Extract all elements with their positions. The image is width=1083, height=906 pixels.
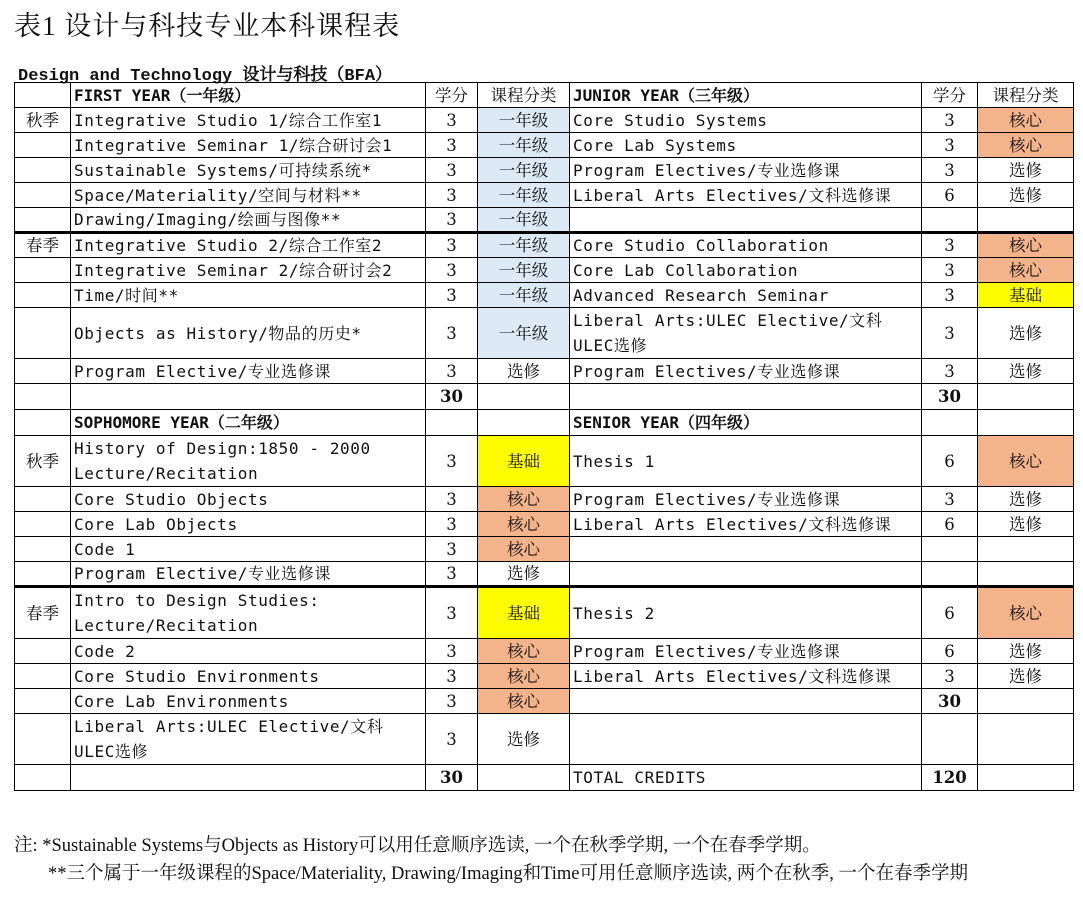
category-badge: 核心 — [478, 664, 570, 689]
year-header-row — [15, 83, 1074, 108]
season-label: 春季 — [15, 233, 71, 258]
course-row — [15, 108, 1074, 133]
course-row — [15, 562, 1074, 587]
credit-header: 学分 — [426, 83, 478, 108]
course-name: Time/时间** — [71, 283, 426, 308]
category-badge: 核心 — [978, 133, 1074, 158]
category-badge: 一年级 — [478, 133, 570, 158]
course-name: Liberal Arts Electives/文科选修课 — [570, 664, 922, 689]
credit-value: 3 — [922, 487, 978, 512]
course-name: Program Electives/专业选修课 — [570, 359, 922, 384]
credit-value: 3 — [426, 233, 478, 258]
credit-value: 3 — [426, 487, 478, 512]
course-name: Thesis 1 — [570, 436, 922, 487]
credit-value — [922, 208, 978, 233]
course-name: Drawing/Imaging/绘画与图像** — [71, 208, 426, 233]
category-badge: 一年级 — [478, 183, 570, 208]
credit-value: 3 — [922, 283, 978, 308]
course-name: Integrative Studio 1/综合工作室1 — [71, 108, 426, 133]
first-year-total: 30 — [426, 384, 478, 410]
course-name: Code 1 — [71, 537, 426, 562]
course-row — [15, 537, 1074, 562]
season-label — [15, 639, 71, 664]
credit-value: 3 — [426, 183, 478, 208]
credit-value: 3 — [426, 562, 478, 587]
footnote-1: 注: *Sustainable Systems与Objects as History可以用任意顺序选读, 一个在秋季学期, 一个在春季学期。 — [14, 836, 821, 856]
category-badge: 选修 — [478, 562, 570, 587]
course-name: Integrative Studio 2/综合工作室2 — [71, 233, 426, 258]
category-badge: 选修 — [478, 714, 570, 765]
category-badge: 选修 — [978, 487, 1074, 512]
category-badge: 核心 — [978, 258, 1074, 283]
course-name: Core Lab Collaboration — [570, 258, 922, 283]
course-row — [15, 308, 1074, 359]
course-name: Liberal Arts Electives/文科选修课 — [570, 512, 922, 537]
course-name: Liberal Arts Electives/文科选修课 — [570, 183, 922, 208]
credit-value: 3 — [426, 258, 478, 283]
category-badge: 核心 — [478, 512, 570, 537]
category-badge: 核心 — [978, 436, 1074, 487]
junior-year-header: JUNIOR YEAR（三年级） — [570, 83, 922, 108]
course-name: Liberal Arts:ULEC Elective/文科ULEC选修 — [71, 714, 426, 765]
credit-value: 3 — [922, 664, 978, 689]
course-name: Core Studio Environments — [71, 664, 426, 689]
course-name — [570, 714, 922, 765]
category-badge: 基础 — [978, 283, 1074, 308]
course-name: Liberal Arts:ULEC Elective/文科ULEC选修 — [570, 308, 922, 359]
category-badge — [978, 689, 1074, 714]
credit-value: 3 — [426, 689, 478, 714]
course-name: Integrative Seminar 1/综合研讨会1 — [71, 133, 426, 158]
season-label — [15, 133, 71, 158]
credit-value: 3 — [426, 359, 478, 384]
category-badge: 基础 — [478, 587, 570, 639]
credit-value: 6 — [922, 436, 978, 487]
course-row — [15, 208, 1074, 233]
season-label: 秋季 — [15, 108, 71, 133]
season-label — [15, 283, 71, 308]
season-label — [15, 183, 71, 208]
category-badge: 核心 — [978, 587, 1074, 639]
credit-value: 3 — [426, 133, 478, 158]
course-name: Advanced Research Seminar — [570, 283, 922, 308]
course-row — [15, 283, 1074, 308]
junior-year-total: 30 — [922, 384, 978, 410]
credit-value: 6 — [922, 587, 978, 639]
course-name: Program Electives/专业选修课 — [570, 639, 922, 664]
year-header-row — [15, 410, 1074, 436]
category-badge: 一年级 — [478, 233, 570, 258]
season-label — [15, 359, 71, 384]
course-row — [15, 664, 1074, 689]
credit-value: 3 — [922, 233, 978, 258]
category-badge: 一年级 — [478, 108, 570, 133]
course-name: Space/Materiality/空间与材料** — [71, 183, 426, 208]
category-badge: 核心 — [478, 487, 570, 512]
season-label — [15, 487, 71, 512]
course-name: Core Lab Systems — [570, 133, 922, 158]
course-name — [570, 537, 922, 562]
course-row — [15, 133, 1074, 158]
credit-value: 6 — [922, 639, 978, 664]
course-row — [15, 233, 1074, 258]
credit-header: 学分 — [922, 83, 978, 108]
category-badge: 一年级 — [478, 308, 570, 359]
course-row — [15, 639, 1074, 664]
credit-value — [922, 537, 978, 562]
category-badge — [978, 562, 1074, 587]
category-badge: 一年级 — [478, 208, 570, 233]
course-name: Core Studio Objects — [71, 487, 426, 512]
course-row — [15, 436, 1074, 487]
credit-value: 6 — [922, 512, 978, 537]
course-name: Program Electives/专业选修课 — [570, 487, 922, 512]
course-name: Integrative Seminar 2/综合研讨会2 — [71, 258, 426, 283]
sophomore-year-header: SOPHOMORE YEAR（二年级） — [71, 410, 426, 436]
season-label — [15, 537, 71, 562]
category-badge: 核心 — [978, 233, 1074, 258]
course-name — [570, 562, 922, 587]
credit-value: 3 — [922, 308, 978, 359]
course-name: Program Elective/专业选修课 — [71, 359, 426, 384]
course-name: Thesis 2 — [570, 587, 922, 639]
credit-value: 3 — [426, 664, 478, 689]
senior-year-header: SENIOR YEAR（四年级） — [570, 410, 922, 436]
course-row — [15, 512, 1074, 537]
season-label — [15, 512, 71, 537]
credit-value: 3 — [426, 208, 478, 233]
course-row — [15, 714, 1074, 765]
credit-value: 3 — [426, 537, 478, 562]
credit-value: 3 — [426, 587, 478, 639]
category-badge: 选修 — [978, 308, 1074, 359]
credit-value: 3 — [426, 283, 478, 308]
grand-total: 120 — [922, 765, 978, 791]
credit-value: 3 — [426, 158, 478, 183]
category-badge — [978, 208, 1074, 233]
subtotal-row — [15, 384, 1074, 410]
category-badge: 选修 — [978, 183, 1074, 208]
credit-value: 3 — [922, 158, 978, 183]
course-name: Sustainable Systems/可持续系统* — [71, 158, 426, 183]
total-credits-label: TOTAL CREDITS — [570, 765, 922, 791]
season-label — [15, 308, 71, 359]
page-title: 表1 设计与科技专业本科课程表 — [14, 11, 401, 41]
season-label — [15, 714, 71, 765]
credit-value: 3 — [922, 258, 978, 283]
credit-value: 3 — [426, 512, 478, 537]
credit-value: 3 — [426, 308, 478, 359]
category-badge: 一年级 — [478, 158, 570, 183]
footnotes — [14, 832, 968, 888]
course-table — [14, 82, 1074, 791]
category-badge: 选修 — [978, 158, 1074, 183]
category-header: 课程分类 — [478, 83, 570, 108]
credit-value: 3 — [922, 133, 978, 158]
course-name: Program Elective/专业选修课 — [71, 562, 426, 587]
category-badge: 核心 — [478, 537, 570, 562]
sophomore-year-total: 30 — [426, 765, 478, 791]
credit-value: 3 — [426, 108, 478, 133]
season-label — [15, 562, 71, 587]
course-name: Core Lab Objects — [71, 512, 426, 537]
credit-value — [922, 562, 978, 587]
category-badge: 一年级 — [478, 283, 570, 308]
season-label — [15, 664, 71, 689]
category-badge — [978, 537, 1074, 562]
credit-value: 3 — [426, 714, 478, 765]
course-row — [15, 359, 1074, 384]
category-badge: 选修 — [478, 359, 570, 384]
credit-value: 3 — [922, 108, 978, 133]
course-name: Program Electives/专业选修课 — [570, 158, 922, 183]
footnote-2: **三个属于一年级课程的Space/Materiality, Drawing/Imaging和Time可用任意顺序选读, 两个在秋季, 一个在春季学期 — [48, 864, 968, 884]
category-header: 课程分类 — [978, 83, 1074, 108]
season-label — [15, 208, 71, 233]
credit-value: 3 — [922, 359, 978, 384]
course-name: Code 2 — [71, 639, 426, 664]
season-label — [15, 689, 71, 714]
category-badge: 选修 — [978, 512, 1074, 537]
season-label — [15, 258, 71, 283]
course-name: Intro to Design Studies: Lecture/Recitation — [71, 587, 426, 639]
season-label — [15, 158, 71, 183]
course-row — [15, 258, 1074, 283]
category-badge — [978, 714, 1074, 765]
course-name: Objects as History/物品的历史* — [71, 308, 426, 359]
course-name — [570, 208, 922, 233]
course-row — [15, 158, 1074, 183]
category-badge: 核心 — [478, 689, 570, 714]
total-row — [15, 765, 1074, 791]
credit-value — [922, 714, 978, 765]
credit-value: 6 — [922, 183, 978, 208]
category-badge: 选修 — [978, 359, 1074, 384]
course-row — [15, 689, 1074, 714]
season-label: 春季 — [15, 587, 71, 639]
course-name: History of Design:1850 - 2000 Lecture/Recitation — [71, 436, 426, 487]
course-row — [15, 587, 1074, 639]
senior-year-total: 30 — [922, 689, 978, 714]
course-name: Core Lab Environments — [71, 689, 426, 714]
category-badge: 核心 — [978, 108, 1074, 133]
season-label: 秋季 — [15, 436, 71, 487]
table-subtitle: Design and Technology 设计与科技（BFA） — [18, 67, 393, 86]
credit-value: 3 — [426, 639, 478, 664]
category-badge: 核心 — [478, 639, 570, 664]
category-badge: 选修 — [978, 664, 1074, 689]
course-name: Core Studio Systems — [570, 108, 922, 133]
course-row — [15, 487, 1074, 512]
course-name: Core Studio Collaboration — [570, 233, 922, 258]
first-year-header: FIRST YEAR（一年级） — [71, 83, 426, 108]
category-badge: 基础 — [478, 436, 570, 487]
category-badge: 选修 — [978, 639, 1074, 664]
course-name — [570, 689, 922, 714]
course-row — [15, 183, 1074, 208]
credit-value: 3 — [426, 436, 478, 487]
category-badge: 一年级 — [478, 258, 570, 283]
